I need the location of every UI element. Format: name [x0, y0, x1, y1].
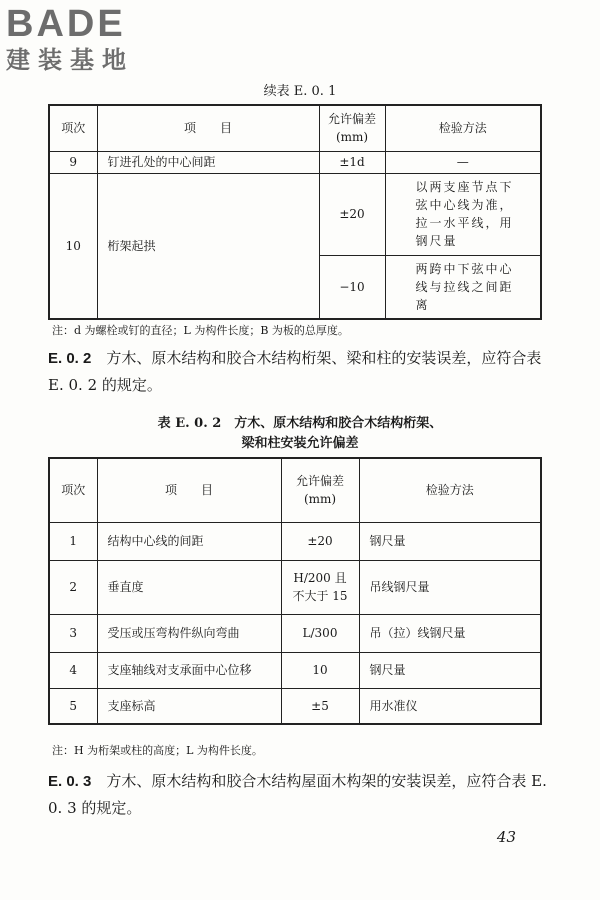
table2-note: 注：H 为桁架或柱的高度；L 为构件长度。 — [52, 744, 263, 757]
row-dev: ±5 — [281, 688, 359, 724]
row-item: 结构中心线的间距 — [97, 522, 281, 560]
logo-sub-text: 建装基地 — [6, 46, 134, 74]
table2-caption-line2: 梁和柱安装允许偏差 — [241, 436, 359, 451]
row-no: 3 — [49, 614, 97, 652]
row-method: 钢尺量 — [359, 522, 541, 560]
header-no: 项次 — [49, 458, 97, 522]
table-row — [49, 560, 541, 614]
header-method: 检验方法 — [385, 105, 541, 151]
table-row — [49, 652, 541, 688]
row-method: 吊（拉）线钢尺量 — [359, 614, 541, 652]
row-item: 受压或压弯构件纵向弯曲 — [97, 614, 281, 652]
header-no: 项次 — [49, 105, 97, 151]
row-method: 两跨中下弦中心线与拉线之间距离 — [385, 255, 541, 319]
row-no: 4 — [49, 652, 97, 688]
clause-text: 方木、原木结构和胶合木结构桁架、梁和柱的安装误差，应符合表 E. 0. 2 的规定。 — [48, 349, 542, 394]
row-item: 桁架起拱 — [97, 173, 319, 319]
table-header-row — [49, 458, 541, 522]
row-dev: H/200 且 不大于 15 — [281, 560, 359, 614]
row-dev: ±20 — [281, 522, 359, 560]
row-method: 吊线钢尺量 — [359, 560, 541, 614]
logo-main-text: BADE — [6, 3, 126, 45]
row-method: 以两支座节点下弦中心线为准，拉一水平线，用钢尺量 — [385, 173, 541, 255]
table-header-row — [49, 105, 541, 151]
row-item: 垂直度 — [97, 560, 281, 614]
row-no: 2 — [49, 560, 97, 614]
header-dev: 允许偏差 (mm) — [319, 105, 385, 151]
clause-number: E. 0. 3 — [48, 773, 92, 790]
table1-caption: 续表 E. 0. 1 — [263, 84, 337, 99]
header-method: 检验方法 — [359, 458, 541, 522]
row-dev: ±20 — [319, 173, 385, 255]
table-row — [49, 173, 541, 255]
row-dev: −10 — [319, 255, 385, 319]
clause-e02 — [48, 345, 548, 398]
header-item: 项 目 — [97, 458, 281, 522]
table2-caption-line1: 表 E. 0. 2 方木、原木结构和胶合木结构桁架、 — [157, 416, 443, 431]
row-no: 1 — [49, 522, 97, 560]
row-method: 钢尺量 — [359, 652, 541, 688]
row-item: 支座标高 — [97, 688, 281, 724]
row-dev: ±1d — [319, 151, 385, 173]
table1-note: 注：d 为螺栓或钉的直径；L 为构件长度；B 为板的总厚度。 — [52, 324, 349, 337]
header-item: 项 目 — [97, 105, 319, 151]
header-dev: 允许偏差 (mm) — [281, 458, 359, 522]
row-no: 5 — [49, 688, 97, 724]
clause-number: E. 0. 2 — [48, 350, 92, 367]
table-row — [49, 688, 541, 724]
page-number: 43 — [496, 828, 516, 846]
table-row — [49, 151, 541, 173]
table-e01-continued — [48, 104, 542, 320]
bade-logo — [6, 4, 176, 74]
table-row — [49, 614, 541, 652]
table-e02 — [48, 457, 542, 725]
row-no: 9 — [49, 151, 97, 173]
clause-text: 方木、原木结构和胶合木结构屋面木构架的安装误差，应符合表 E. 0. 3 的规定。 — [48, 772, 547, 817]
row-no: 10 — [49, 173, 97, 319]
row-dev: 10 — [281, 652, 359, 688]
row-item: 钉进孔处的中心间距 — [97, 151, 319, 173]
row-item: 支座轴线对支承面中心位移 — [97, 652, 281, 688]
table-row — [49, 522, 541, 560]
row-method: 用水准仪 — [359, 688, 541, 724]
row-method: — — [385, 151, 541, 173]
row-dev: L/300 — [281, 614, 359, 652]
clause-e03 — [48, 768, 548, 821]
